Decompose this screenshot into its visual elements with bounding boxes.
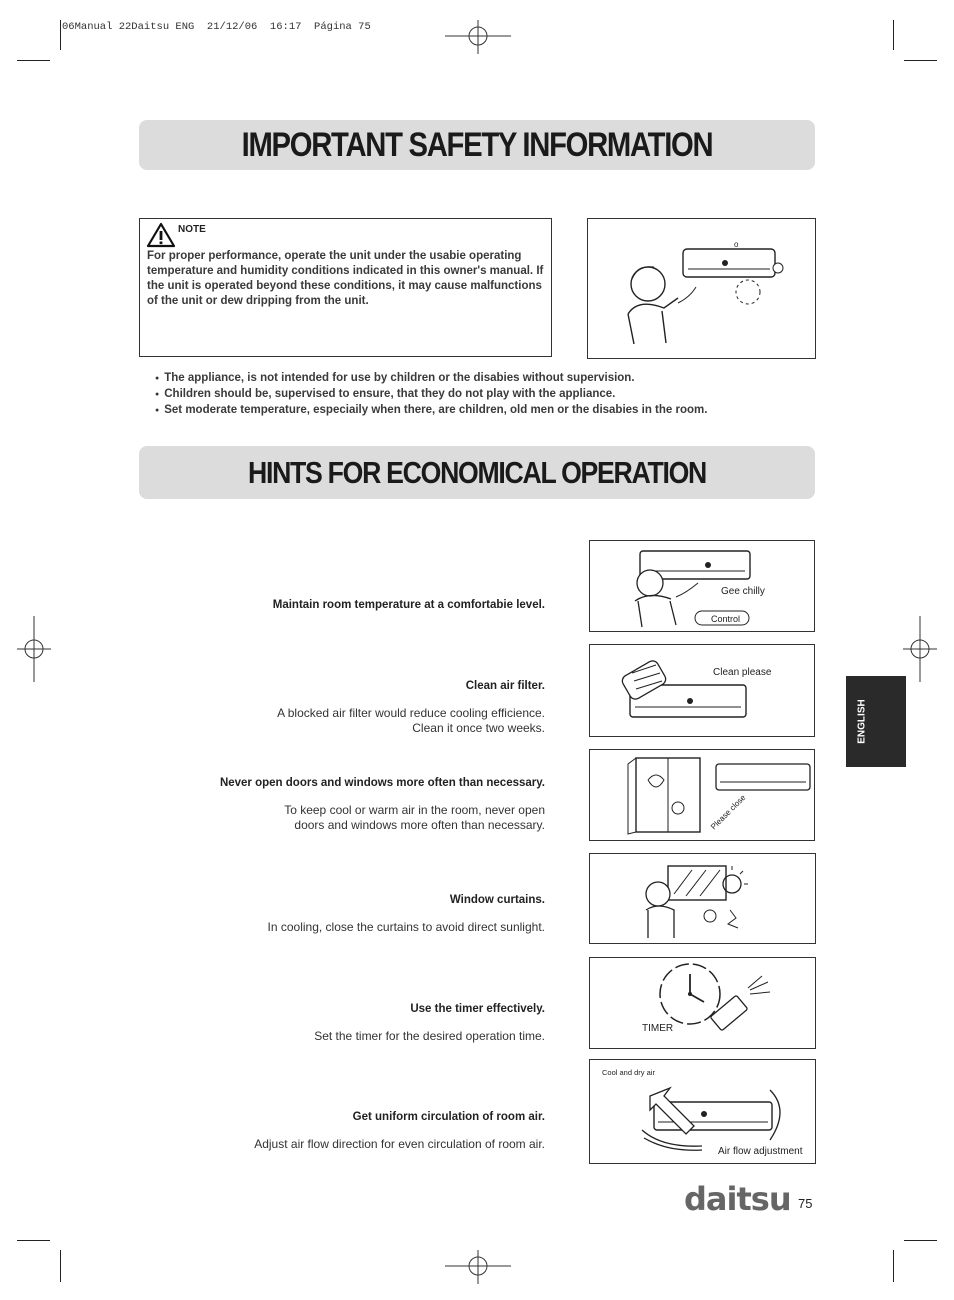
label-air-flow: Air flow adjustment — [718, 1146, 803, 1157]
label-clean-please: Clean please — [713, 667, 772, 678]
page-number: 75 — [798, 1196, 813, 1211]
safety-bullets — [155, 371, 707, 419]
warning-icon — [146, 222, 176, 248]
hint-illustration-filter — [589, 644, 815, 737]
label-gee-chilly: Gee chilly — [721, 586, 765, 597]
hint-illustration-doors — [589, 749, 815, 841]
registration-mark — [903, 616, 937, 682]
hint-title: Maintain room temperature at a comfortabie level. — [272, 599, 545, 611]
hint-desc: To keep cool or warm air in the room, never open doors and windows more often than necessary. — [284, 803, 545, 832]
svg-text:o: o — [734, 240, 739, 249]
language-tab — [846, 676, 906, 767]
label-control: Control — [711, 614, 741, 624]
hint-desc: Set the timer for the desired operation time. — [314, 1029, 545, 1043]
crop-mark — [60, 20, 61, 50]
hint-title: Window curtains. — [449, 894, 545, 906]
hint-illustration-temperature — [589, 540, 815, 632]
hint-desc: Adjust air flow direction for even circulation of room air. — [254, 1137, 545, 1151]
crop-mark — [904, 60, 937, 61]
crop-mark — [17, 60, 50, 61]
hint-title: Clean air filter. — [465, 680, 545, 692]
brand-logo: daitsu — [684, 1180, 791, 1218]
hint-desc: In cooling, close the curtains to avoid direct sunlight. — [267, 920, 545, 934]
label-cool-dry-air: Cool and dry air — [602, 1068, 655, 1077]
hint-illustration-timer — [589, 957, 816, 1049]
label-timer: TIMER — [642, 1023, 674, 1034]
hint-title: Use the timer effectively. — [410, 1003, 545, 1015]
label-please-close: Please close — [709, 792, 748, 832]
hint-desc: A blocked air filter would reduce cooling efficience. Clean it once two weeks. — [277, 706, 545, 735]
hint-title: Never open doors and windows more often than necessary. — [219, 777, 545, 789]
bullet-item: ● Children should be, supervised to ensure, that they do not play with the appliance. — [155, 387, 707, 403]
crop-mark — [893, 20, 894, 50]
print-meta: 06Manual 22Daitsu ENG 21/12/06 16:17 Página 75 — [62, 21, 371, 33]
safety-illustration — [587, 218, 816, 359]
bullet-item: ● The appliance, is not intended for use by children or the disabies without supervision. — [155, 371, 707, 387]
registration-mark — [445, 1250, 511, 1284]
note-label: NOTE — [178, 224, 206, 235]
hints-title-bar — [139, 446, 815, 499]
hint-title: Get uniform circulation of room air. — [352, 1111, 545, 1123]
hint-illustration-airflow — [589, 1059, 816, 1164]
safety-title-bar — [139, 120, 815, 170]
hints-title: HINTS FOR ECONOMICAL OPERATION — [248, 455, 706, 490]
registration-mark — [445, 20, 511, 54]
crop-mark — [60, 1250, 61, 1282]
crop-mark — [17, 1240, 50, 1241]
hint-illustration-curtains — [589, 853, 816, 944]
bullet-item: ● Set moderate temperature, especiaily when there, are children, old men or the disabies in the room. — [155, 403, 707, 419]
crop-mark — [904, 1240, 937, 1241]
language-tab-label: ENGLISH — [856, 699, 868, 744]
crop-mark — [893, 1250, 894, 1282]
registration-mark — [17, 616, 51, 682]
safety-title: IMPORTANT SAFETY INFORMATION — [241, 126, 713, 164]
note-text: For proper performance, operate the unit under the usabie operating temperature and humidity conditions indicated in this owner's manual. If the unit is operated beyond these conditions, it may cause malfunctions of the unit or dew dripping from the unit. — [147, 250, 544, 307]
